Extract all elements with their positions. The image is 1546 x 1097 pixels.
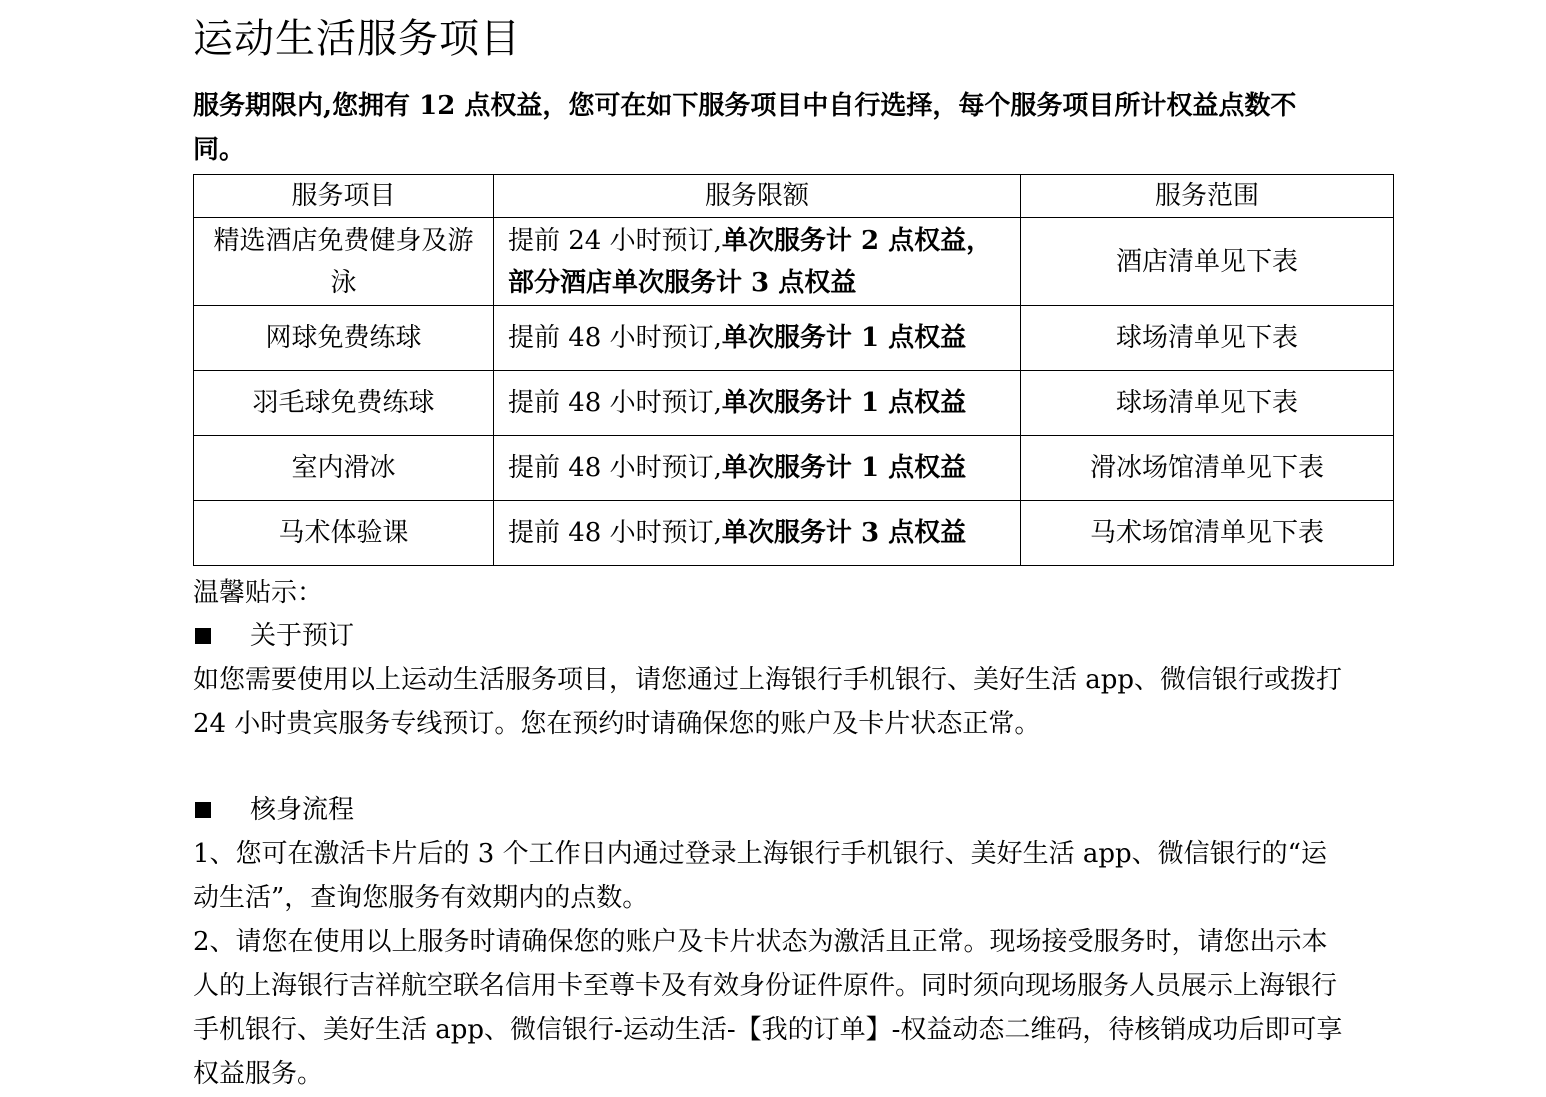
document-page — [193, 0, 1393, 1096]
cell-service-scope: 酒店清单见下表 — [1021, 218, 1394, 306]
cell-service-scope: 马术场馆清单见下表 — [1021, 501, 1394, 566]
table-row — [194, 306, 1394, 371]
cell-service-scope: 球场清单见下表 — [1021, 306, 1394, 371]
limit-booking: 提前 48 小时预订, — [508, 518, 722, 548]
service-table — [193, 174, 1394, 566]
limit-booking: 提前 24 小时预订, — [508, 225, 722, 256]
cell-service-limit — [494, 436, 1021, 501]
verification-step-2: 2、请您在使用以上服务时请确保您的账户及卡片状态为激活且正常。现场接受服务时，请您出示本人的上海银行吉祥航空联名信用卡至尊卡及有效身份证件原件。同时须向现场服务人员展示上海银行手机银行、美好生活 app、微信银行-运动生活-【我的订单】-权益动态二维码，待核销成功后即可享权益服务。 — [193, 927, 1343, 1089]
cell-service-item: 网球免费练球 — [194, 306, 494, 371]
cell-service-limit — [494, 306, 1021, 371]
booking-paragraph: 如您需要使用以上运动生活服务项目，请您通过上海银行手机银行、美好生活 app、微信银行或拨打 24 小时贵宾服务专线预订。您在预约时请确保您的账户及卡片状态正常。 — [193, 665, 1343, 739]
cell-service-limit — [494, 218, 1021, 306]
table-row — [194, 371, 1394, 436]
cell-service-limit — [494, 501, 1021, 566]
cell-service-item: 室内滑冰 — [194, 436, 494, 501]
square-bullet-icon — [195, 628, 211, 644]
table-row — [194, 218, 1394, 306]
section-heading: 关于预订 — [250, 621, 355, 651]
cell-service-item: 马术体验课 — [194, 501, 494, 566]
table-row — [194, 436, 1394, 501]
limit-booking: 提前 48 小时预订, — [508, 453, 722, 483]
square-bullet-icon — [195, 802, 211, 818]
header-service-item: 服务项目 — [194, 175, 494, 218]
table-row — [194, 501, 1394, 566]
limit-points: 单次服务计 1 点权益 — [721, 323, 967, 353]
table-header-row — [194, 175, 1394, 218]
limit-points: 单次服务计 1 点权益 — [721, 388, 967, 418]
limit-booking: 提前 48 小时预订, — [508, 388, 722, 418]
section-verification-heading — [193, 788, 1393, 832]
tips-label: 温馨贴示： — [193, 578, 324, 608]
limit-booking: 提前 48 小时预订, — [508, 323, 722, 353]
section-booking-heading — [193, 614, 1393, 658]
section-heading: 核身流程 — [250, 795, 355, 825]
cell-service-item: 羽毛球免费练球 — [194, 371, 494, 436]
limit-points: 单次服务计 2 点权益，部分酒店单次服务计 3 点权益 — [508, 225, 993, 298]
header-service-scope: 服务范围 — [1021, 175, 1394, 218]
cell-service-limit — [494, 371, 1021, 436]
intro-paragraph: 服务期限内,您拥有 12 点权益，您可在如下服务项目中自行选择，每个服务项目所计权益点数不同。 — [193, 91, 1297, 165]
verification-step-1: 1、您可在激活卡片后的 3 个工作日内通过登录上海银行手机银行、美好生活 app、微信银行的“运动生活”，查询您服务有效期内的点数。 — [193, 839, 1327, 913]
cell-service-item: 精选酒店免费健身及游泳 — [194, 218, 494, 306]
page-title: 运动生活服务项目 — [193, 16, 521, 62]
limit-points: 单次服务计 1 点权益 — [721, 453, 967, 483]
header-service-limit: 服务限额 — [494, 175, 1021, 218]
cell-service-scope: 球场清单见下表 — [1021, 371, 1394, 436]
cell-service-scope: 滑冰场馆清单见下表 — [1021, 436, 1394, 501]
limit-points: 单次服务计 3 点权益 — [721, 518, 967, 548]
spacer — [193, 746, 1393, 788]
